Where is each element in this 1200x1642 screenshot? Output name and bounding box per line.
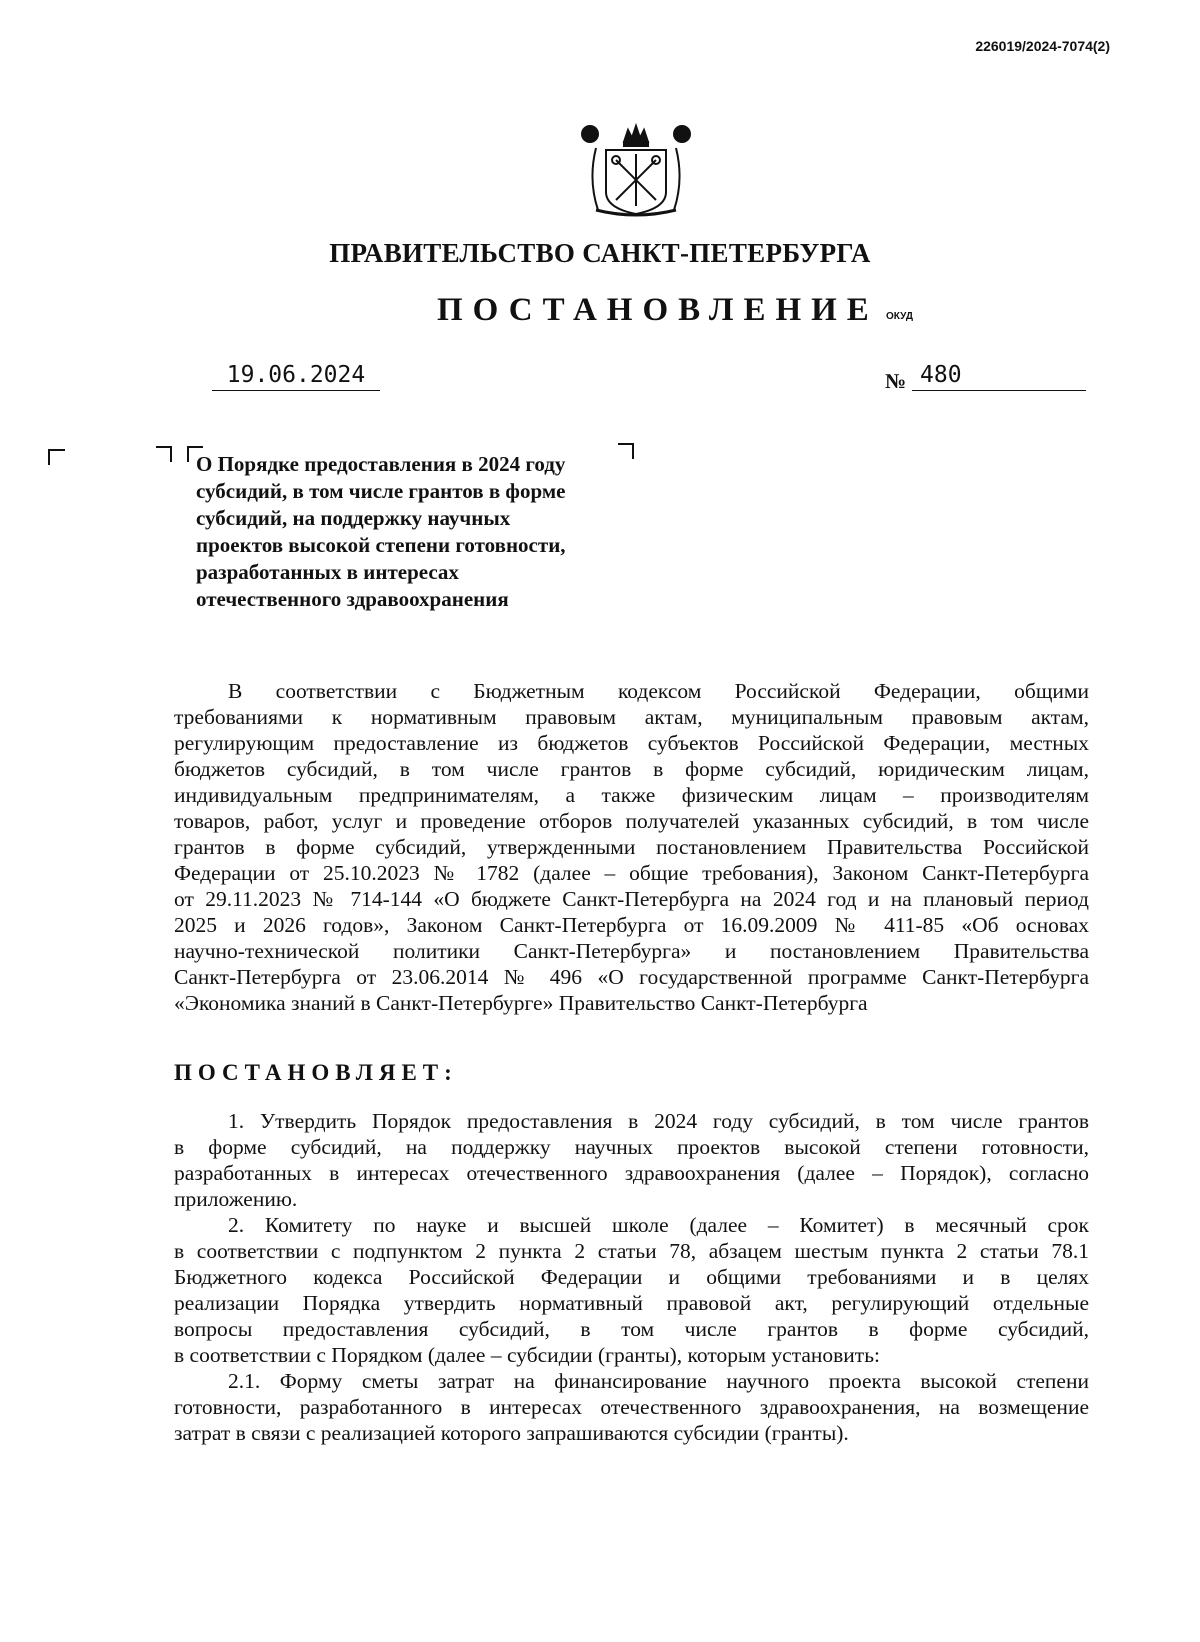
text-line: регулирующим предоставление из бюджетов субъектов Российской Федерации, местных — [174, 731, 1089, 755]
text-line: в форме субсидий, на поддержку научных проектов высокой степени готовности, — [174, 1135, 1089, 1159]
text-line: разработанных в интересах отечественного здравоохранения (далее – Порядок), согласно — [174, 1161, 1089, 1185]
text-line: Федерации от 25.10.2023 № 1782 (далее – общие требования), Законом Санкт-Петербурга — [174, 861, 1089, 885]
text-line: индивидуальным предпринимателям, а также физическим лицам – производителям — [174, 783, 1089, 807]
subject-line: разработанных в интересах — [196, 560, 459, 584]
preamble-paragraph — [174, 678, 1089, 1016]
decree-items — [174, 1108, 1089, 1446]
text-line: в соответствии с подпунктом 2 пункта 2 статьи 78, абзацем шестым пункта 2 статьи 78.1 — [174, 1239, 1089, 1263]
document-subject — [196, 451, 636, 613]
document-code: 226019/2024-7074(2) — [975, 38, 1110, 54]
text-line: 1. Утвердить Порядок предоставления в 2024 году субсидий, в том числе грантов — [228, 1109, 1089, 1133]
text-line: «Экономика знаний в Санкт-Петербурге» Правительство Санкт-Петербурга — [174, 991, 868, 1015]
text-line: товаров, работ, услуг и проведение отборов получателей указанных субсидий, в том числе — [174, 809, 1089, 833]
decree-heading: ПОСТАНОВЛЯЕТ: — [174, 1060, 458, 1085]
text-line: грантов в форме субсидий, утвержденными постановлением Правительства Российской — [174, 835, 1089, 859]
text-line: 2.1. Форму сметы затрат на финансирование научного проекта высокой степени — [228, 1369, 1089, 1393]
text-line: Бюджетного кодекса Российской Федерации и общими требованиями и в целях — [174, 1265, 1089, 1289]
organization-name: ПРАВИТЕЛЬСТВО САНКТ-ПЕТЕРБУРГА — [329, 238, 871, 268]
okud-label: ОКУД — [886, 311, 913, 322]
document-number: 480 — [912, 362, 1086, 391]
text-line: 2. Комитету по науке и высшей школе (далее – Комитет) в месячный срок — [228, 1213, 1089, 1237]
document-type: ПОСТАНОВЛЕНИЕ — [437, 292, 879, 328]
text-line: приложению. — [174, 1187, 298, 1211]
coat-of-arms-icon — [576, 120, 696, 220]
text-line: реализации Порядка утвердить нормативный правовой акт, регулирующий отдельные — [174, 1291, 1089, 1315]
subject-line: проектов высокой степени готовности, — [196, 533, 566, 557]
text-line: в соответствии с Порядком (далее – субсидии (гранты), которым установить: — [174, 1343, 880, 1367]
subject-bracket-left-outer — [156, 446, 172, 462]
number-sign: № — [885, 369, 907, 393]
text-line: вопросы предоставления субсидий, в том числе грантов в форме субсидий, — [174, 1317, 1089, 1341]
text-line: научно-технической политики Санкт-Петербурга» и постановлением Правительства — [174, 939, 1089, 963]
subject-line: отечественного здравоохранения — [196, 587, 509, 611]
margin-corner-mark — [48, 449, 65, 465]
text-line: Санкт-Петербурга от 23.06.2014 № 496 «О государственной программе Санкт-Петербурга — [174, 965, 1089, 989]
subject-line: О Порядке предоставления в 2024 году — [196, 452, 566, 476]
document-date: 19.06.2024 — [212, 362, 380, 391]
text-line: от 29.11.2023 № 714-144 «О бюджете Санкт-Петербурга на 2024 год и на плановый период — [174, 887, 1089, 911]
subject-line: субсидий, на поддержку научных — [196, 506, 511, 530]
text-line: требованиями к нормативным правовым актам, муниципальным правовым актам, — [174, 705, 1089, 729]
text-line: В соответствии с Бюджетным кодексом Российской Федерации, общими — [228, 679, 1089, 703]
text-line: затрат в связи с реализацией которого запрашиваются субсидии (гранты). — [174, 1421, 849, 1445]
subject-line: субсидий, в том числе грантов в форме — [196, 479, 566, 503]
text-line: бюджетов субсидий, в том числе грантов в форме субсидий, юридическим лицам, — [174, 757, 1089, 781]
text-line: 2025 и 2026 годов», Законом Санкт-Петербурга от 16.09.2009 № 411-85 «Об основах — [174, 913, 1089, 937]
text-line: готовности, разработанного в интересах отечественного здравоохранения, на возмещение — [174, 1395, 1089, 1419]
